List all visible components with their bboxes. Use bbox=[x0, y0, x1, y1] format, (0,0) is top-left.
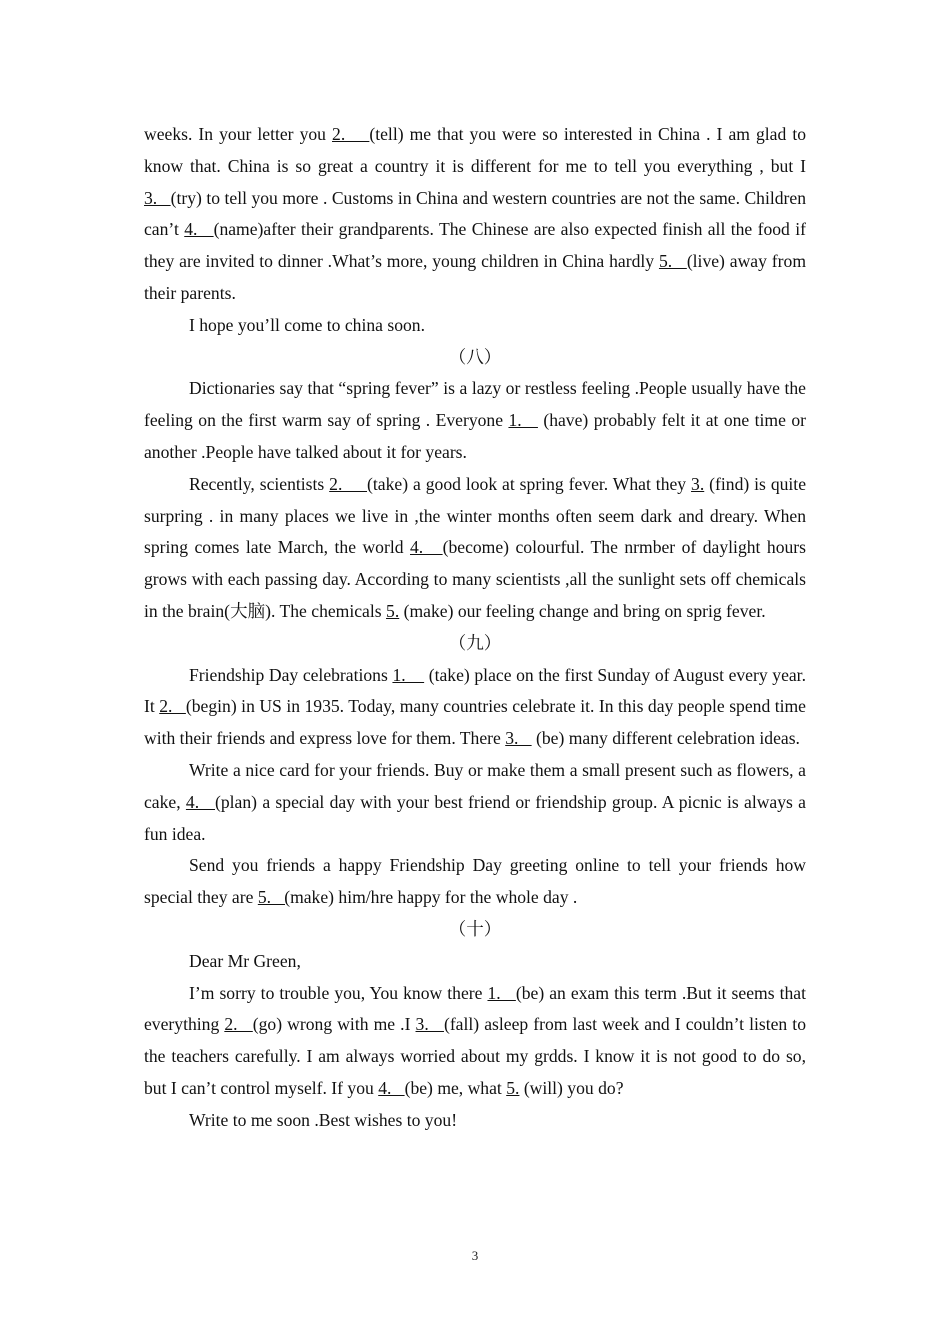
section9-paragraph-1 bbox=[144, 660, 806, 755]
text-run: Write a nice card for your friends. Buy or make them a small present such as flowers, a cake, bbox=[144, 759, 806, 812]
letter-salutation: Dear Mr Green, bbox=[189, 950, 301, 971]
blank-1: 1. bbox=[487, 982, 516, 1003]
section7-paragraph-2: I hope you’ll come to china soon. bbox=[189, 314, 425, 335]
blank-3: 3. bbox=[505, 728, 532, 749]
text-run: Friendship Day celebrations bbox=[189, 664, 393, 685]
letter-closing: Write to me soon .Best wishes to you! bbox=[189, 1109, 458, 1130]
blank-4: 4. bbox=[184, 219, 214, 240]
section8-heading: （八） bbox=[448, 346, 502, 367]
text-run: weeks. In your letter you bbox=[144, 124, 333, 144]
blank-1: 1. bbox=[392, 664, 425, 685]
blank-3: 3. bbox=[144, 187, 171, 208]
text-run: (take) place on the first Sunday of August every year. It bbox=[144, 664, 806, 717]
text-run: (be) many different celebration ideas. bbox=[531, 728, 800, 749]
text-run: (become) colourful. The nrmber of daylight hours grows with each passing day. According to many scientists ,all the sunlight sets off chemicals in the brain(大脑). The chemicals bbox=[144, 537, 806, 621]
section9-heading: （九） bbox=[448, 632, 502, 653]
text-run: (tell) me that you were so interested in China . I am glad to know that. China is so great a country it is different for me to tell you everything , but I bbox=[144, 124, 807, 176]
text-run: (find) is quite surpring . in many places we live in ,the winter months often seem dark and dreary. When spring comes late March, the world bbox=[144, 473, 807, 558]
blank-4: 4. bbox=[185, 791, 216, 812]
section10-heading: （十） bbox=[448, 918, 502, 939]
section9-paragraph-3 bbox=[144, 850, 806, 914]
blank-1: 1. bbox=[508, 410, 538, 431]
section7-paragraph-1 bbox=[144, 119, 806, 310]
text-run: Dictionaries say that “spring fever” is a lazy or restless feeling .People usually have the feeling on the first warm say of spring . Everyone bbox=[144, 378, 806, 431]
text-run: I’m sorry to trouble you, You know there bbox=[189, 982, 488, 1003]
blank-5: 5. ( bbox=[257, 887, 291, 908]
section8-paragraph-2 bbox=[144, 469, 806, 628]
text-run: (will) you do? bbox=[519, 1077, 624, 1098]
text-run: (make) our feeling change and bring on sprig fever. bbox=[399, 600, 766, 621]
blank-3: 3. bbox=[691, 473, 705, 494]
text-run: make) him/hre happy for the whole day . bbox=[290, 887, 578, 908]
blank-5: 5. bbox=[658, 251, 687, 272]
blank-4: 4. bbox=[410, 537, 443, 558]
blank-5: 5. bbox=[506, 1077, 520, 1098]
text-run: (be) an exam this term .But it seems that everything bbox=[144, 982, 806, 1035]
text-run: (fall) asleep from last week and I couldn’t listen to the teachers carefully. I am always worried about my grdds. I know it is not good to do so, but I can’t control myself. If you bbox=[144, 1014, 806, 1098]
text-run: (name)after their grandparents. The Chinese are also expected finish all the food if they are invited to dinner .What’s more, young children in China hardly bbox=[144, 219, 806, 272]
blank-5: 5. bbox=[386, 600, 400, 621]
page-number: 3 bbox=[471, 1248, 479, 1263]
text-run: Send you friends a happy Friendship Day greeting online to tell your friends how special they are bbox=[144, 855, 806, 908]
text-run: Recently, scientists bbox=[189, 473, 330, 494]
blank-3: 3. bbox=[415, 1014, 444, 1035]
document-page bbox=[144, 119, 806, 1137]
blank-4: 4. bbox=[378, 1077, 405, 1098]
text-run: (live) away from their parents. bbox=[144, 251, 807, 303]
blank-2: 2. bbox=[332, 124, 370, 144]
text-run: (take) a good look at spring fever. What they bbox=[367, 473, 692, 494]
blank-2: 2. bbox=[159, 696, 186, 717]
section9-paragraph-2 bbox=[144, 755, 806, 850]
blank-2: 2. bbox=[224, 1014, 253, 1035]
text-run: (try) to tell you more . Customs in China and western countries are not the same. Children can’t bbox=[144, 187, 807, 240]
text-run: (have) probably felt it at one time or another .People have talked about it for years. bbox=[144, 410, 807, 462]
text-run: (plan) a special day with your best friend or friendship group. A picnic is always a fun idea. bbox=[144, 791, 806, 844]
text-run: (begin) in US in 1935. Today, many countries celebrate it. In this day people spend time with their friends and express love for them. There bbox=[144, 696, 806, 749]
section10-paragraph-1 bbox=[144, 978, 806, 1105]
text-run: (be) me, what bbox=[404, 1077, 507, 1098]
blank-2: 2. bbox=[329, 473, 368, 494]
text-run: (go) wrong with me .I bbox=[252, 1014, 416, 1035]
section8-paragraph-1 bbox=[144, 373, 806, 468]
